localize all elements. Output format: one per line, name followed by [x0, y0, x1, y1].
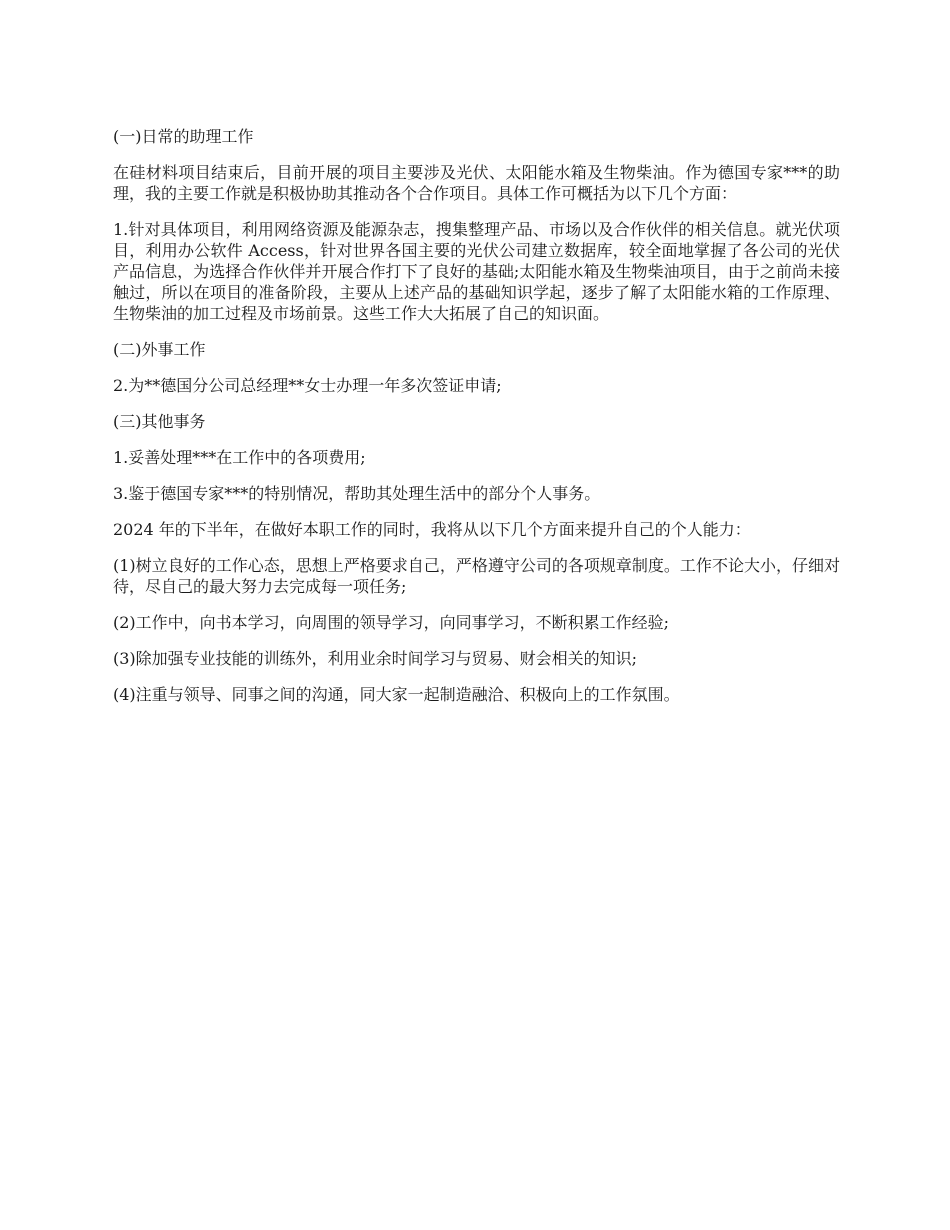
plan-item-4: (4)注重与领导、同事之间的沟通，同大家一起制造融洽、积极向上的工作氛围。	[113, 685, 680, 704]
document-body	[113, 126, 840, 720]
section-heading-foreign-affairs: (二)外事工作	[113, 340, 206, 359]
paragraph-intro: 在硅材料项目结束后，目前开展的项目主要涉及光伏、太阳能水箱及生物柴油。作为德国专家***的助理，我的主要工作就是积极协助其推动各个合作项目。具体工作可概括为以下几个方面：	[113, 163, 840, 203]
paragraph-second-half-plan: 2024 年的下半年，在做好本职工作的同时，我将从以下几个方面来提升自己的个人能力：	[113, 520, 751, 539]
section-heading-other-affairs: (三)其他事务	[113, 412, 206, 431]
paragraph-personal-affairs: 3.鉴于德国专家***的特别情况，帮助其处理生活中的部分个人事务。	[113, 484, 601, 503]
plan-item-1: (1)树立良好的工作心态，思想上严格要求自己，严格遵守公司的各项规章制度。工作不论大小，仔细对待，尽自己的最大努力去完成每一项任务;	[113, 556, 840, 596]
paragraph-visa-application: 2.为**德国分公司总经理**女士办理一年多次签证申请;	[113, 376, 502, 395]
plan-item-3: (3)除加强专业技能的训练外，利用业余时间学习与贸易、财会相关的知识;	[113, 649, 638, 668]
paragraph-item-1: 1.针对具体项目，利用网络资源及能源杂志，搜集整理产品、市场以及合作伙伴的相关信息。就光伏项目，利用办公软件 Access，针对世界各国主要的光伏公司建立数据库，较全面地掌握了各公司的光伏产品信息，为选择合作伙伴并开展合作打下了良好的基础;太阳能水箱及生物柴油项目，由于之前尚未接触过，所以在项目的准备阶段，主要从上述产品的基础知识学起，逐步了解了太阳能水箱的工作原理、生物柴油的加工过程及市场前景。这些工作大大拓展了自己的知识面。	[113, 220, 840, 323]
paragraph-expenses: 1.妥善处理***在工作中的各项费用;	[113, 448, 366, 467]
plan-item-2: (2)工作中，向书本学习，向周围的领导学习，向同事学习，不断积累工作经验;	[113, 613, 670, 632]
section-heading-daily-assistant-work: (一)日常的助理工作	[113, 127, 254, 146]
